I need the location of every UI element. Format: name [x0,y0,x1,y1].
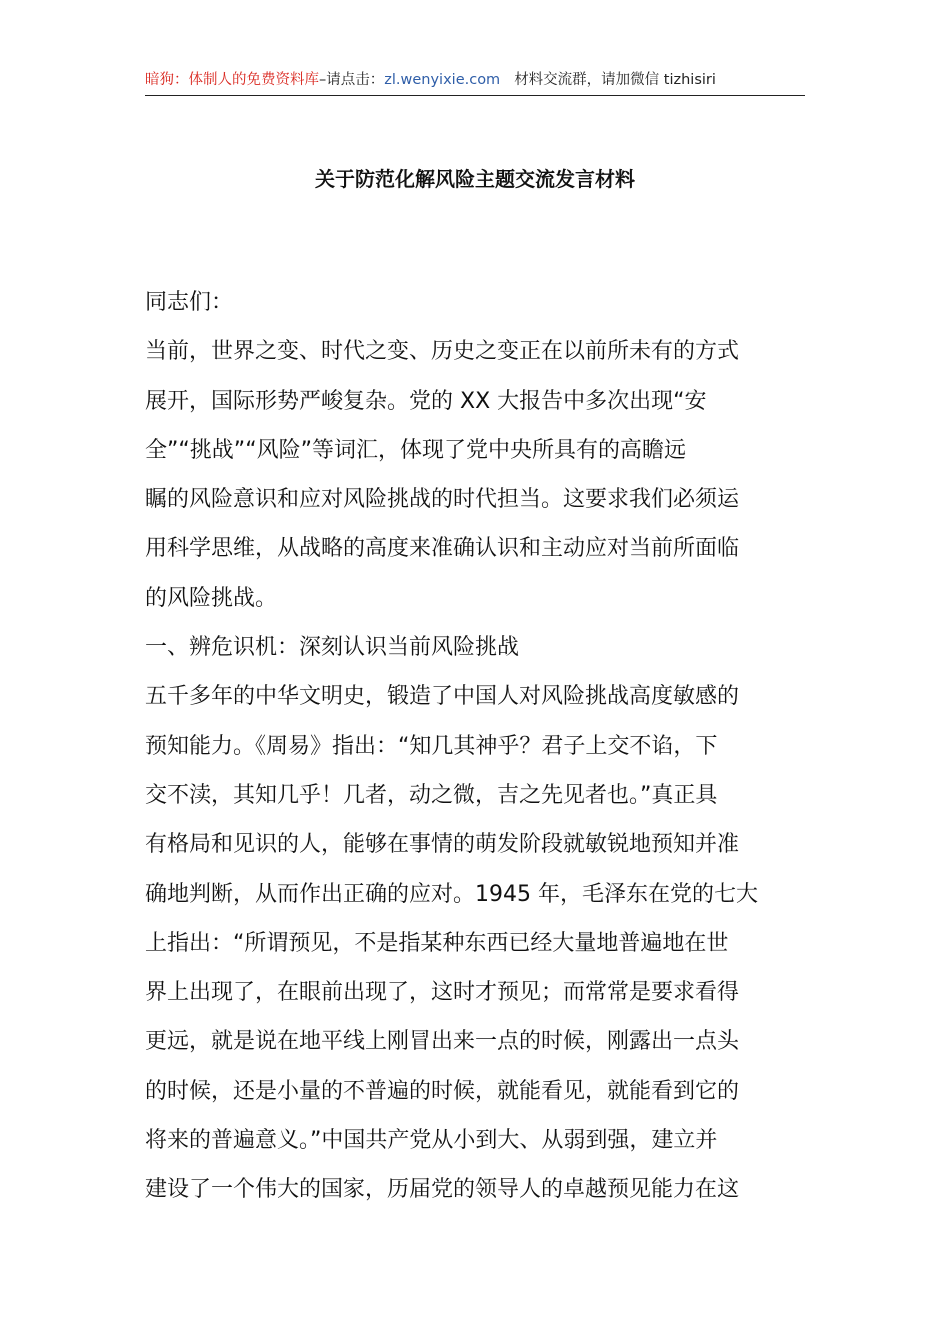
body-line: 上指出：“所谓预见，不是指某种东西已经大量地普遍地在世 [145,930,729,956]
body-line: 展开，国际形势严峻复杂。党的 XX 大报告中多次出现“安 [145,388,707,414]
body-line: 五千多年的中华文明史，锻造了中国人对风险挑战高度敏感的 [145,684,740,710]
header-divider [145,95,805,96]
body-line: 全”“挑战”“风险”等词汇，体现了党中央所具有的高瞻远 [145,437,686,463]
body-line: 有格局和见识的人，能够在事情的萌发阶段就敏锐地预知并准 [145,832,740,858]
body-line: 更远，就是说在地平线上刚冒出来一点的时候，刚露出一点头 [145,1029,740,1055]
section-heading: 一、辨危识机：深刻认识当前风险挑战 [145,635,520,661]
body-line: 确地判断，从而作出正确的应对。1945 年，毛泽东在党的七大 [145,881,758,907]
document-body [145,278,805,1215]
body-line: 预知能力。《周易》指出：“知几其神乎？君子上交不谄，下 [145,733,718,759]
body-line: 用科学思维，从战略的高度来准确认识和主动应对当前所面临 [145,536,740,562]
header-note: 材料交流群，请加微信 tizhisiri [514,72,716,88]
header-link[interactable]: zl.wenyixie.com [384,72,501,88]
body-line: 瞩的风险意识和应对风险挑战的时代担当。这要求我们必须运 [145,487,740,513]
body-line: 建设了一个伟大的国家，历届党的领导人的卓越预见能力在这 [145,1177,740,1203]
body-line: 同志们： [145,290,234,315]
body-line: 当前，世界之变、时代之变、历史之变正在以前所未有的方式 [145,339,740,365]
body-line: 将来的普遍意义。”中国共产党从小到大、从弱到强，建立并 [145,1128,718,1154]
body-line: 交不渎，其知几乎！几者，动之微，吉之先见者也。”真正具 [145,782,718,808]
header-separator: –请点击： [319,72,385,88]
document-title: 关于防范化解风险主题交流发言材料 [315,167,635,191]
body-line: 的时候，还是小量的不普遍的时候，就能看见，就能看到它的 [145,1078,740,1104]
header-brand: 暗狗：体制人的免费资料库 [145,72,319,88]
body-line: 界上出现了，在眼前出现了，这时才预见；而常常是要求看得 [145,980,740,1006]
body-line: 的风险挑战。 [145,585,278,611]
page-header [145,70,805,96]
